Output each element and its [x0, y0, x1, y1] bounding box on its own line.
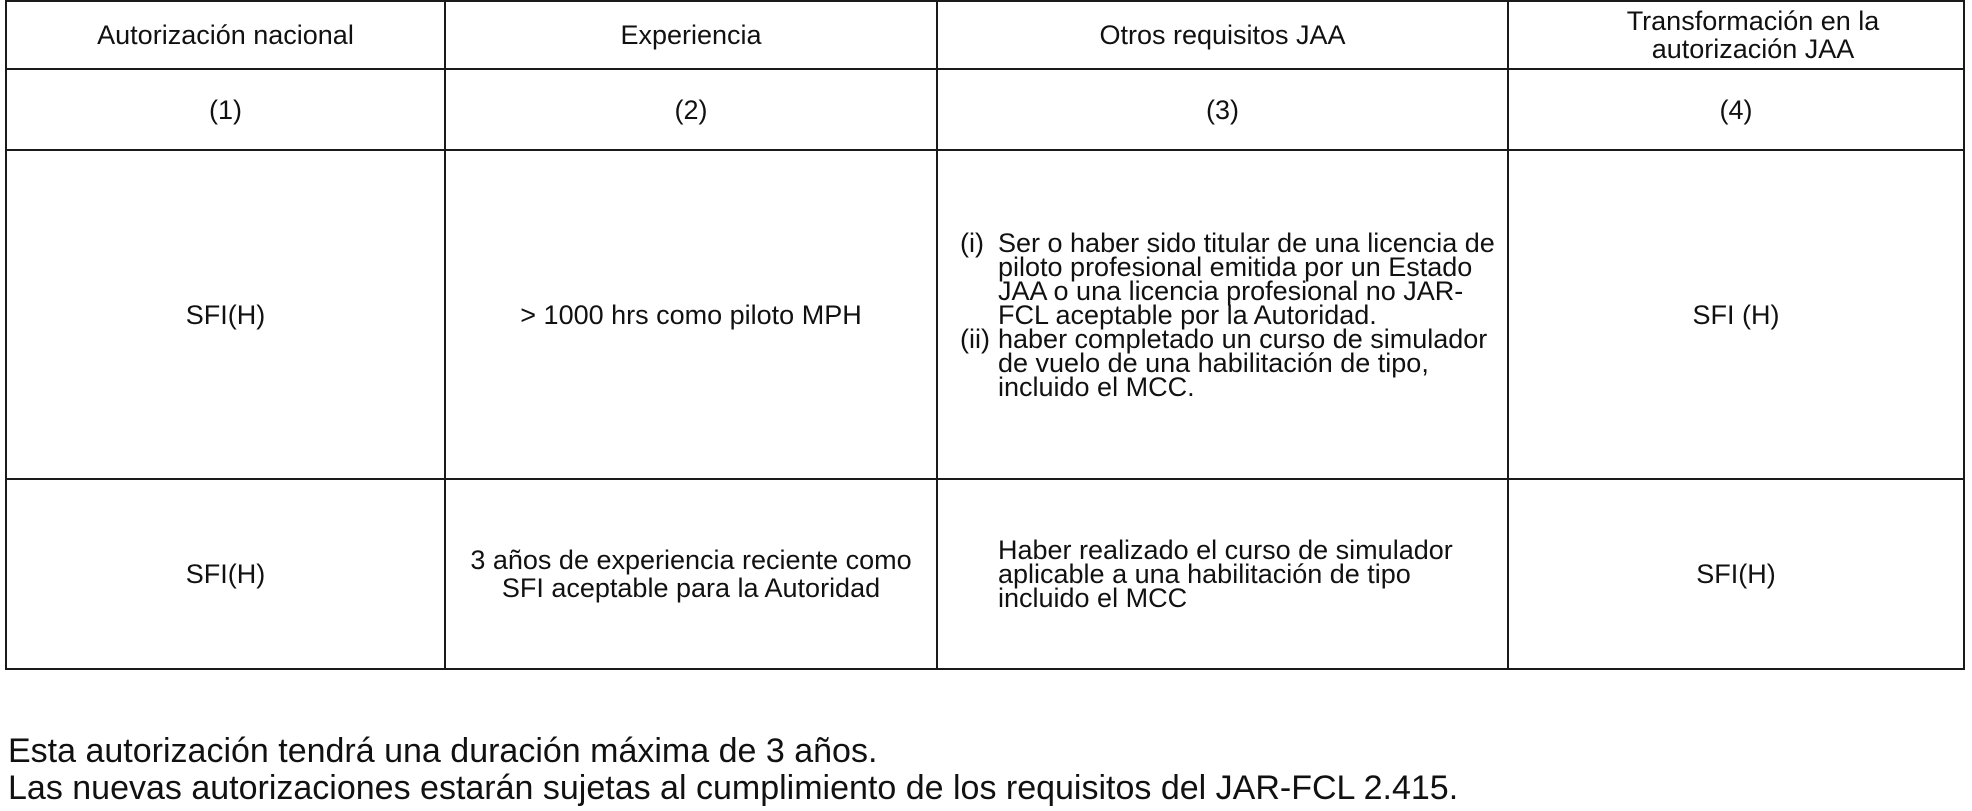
header-jaa-transformation [1508, 1, 1964, 69]
column-number-2: (2) [445, 69, 937, 150]
row-1-transformation: SFI (H) [1508, 150, 1964, 479]
row-2-requirements-text: Haber realizado el curso de simulador aplicable a una habilitación de tipo incluido el MCC [998, 535, 1453, 613]
row-2-requirements [937, 479, 1508, 669]
header-other-jaa-requirements: Otros requisitos JAA [937, 1, 1508, 69]
column-number-4: (4) [1508, 69, 1964, 150]
header-national-authorization: Autorización nacional [6, 1, 445, 69]
column-number-3: (3) [937, 69, 1508, 150]
requirement-text: haber completado un curso de simulador de vuelo de una habilitación de tipo, incluido el MCC. [998, 323, 1488, 402]
requirement-item [960, 323, 1507, 402]
table-row [6, 150, 1964, 479]
row-1-requirements [937, 150, 1508, 479]
header-jaa-transformation-line-2: autorización JAA [1651, 34, 1855, 64]
requirements-list [938, 227, 1507, 402]
footnotes [8, 733, 1458, 807]
requirement-marker: (i) [960, 227, 984, 258]
row-2-authorization: SFI(H) [6, 479, 445, 669]
row-2-experience-text: 3 años de experiencia reciente como SFI aceptable para la Autoridad [470, 545, 912, 603]
column-number-row [6, 69, 1964, 150]
requirement-marker: (ii) [960, 323, 990, 354]
table-row [6, 479, 1964, 669]
header-jaa-transformation-line-1: Transformación en la [1626, 6, 1880, 36]
row-1-authorization: SFI(H) [6, 150, 445, 479]
row-1-experience: > 1000 hrs como piloto MPH [445, 150, 937, 479]
authorization-requirements-table [5, 0, 1965, 670]
table-header-row [6, 1, 1964, 69]
note-requirements: Las nuevas autorizaciones estarán sujetas al cumplimiento de los requisitos del JAR-FCL 2.415. [8, 769, 1459, 807]
header-experience: Experiencia [445, 1, 937, 69]
note-duration: Esta autorización tendrá una duración máxima de 3 años. [8, 732, 878, 770]
requirement-text: Ser o haber sido titular de una licencia de piloto profesional emitida por un Estado JAA o una licencia profesional no JAR-FCL aceptable por la Autoridad. [998, 227, 1495, 330]
row-2-experience [445, 479, 937, 669]
row-2-transformation: SFI(H) [1508, 479, 1964, 669]
column-number-1: (1) [6, 69, 445, 150]
requirement-item [960, 227, 1507, 330]
